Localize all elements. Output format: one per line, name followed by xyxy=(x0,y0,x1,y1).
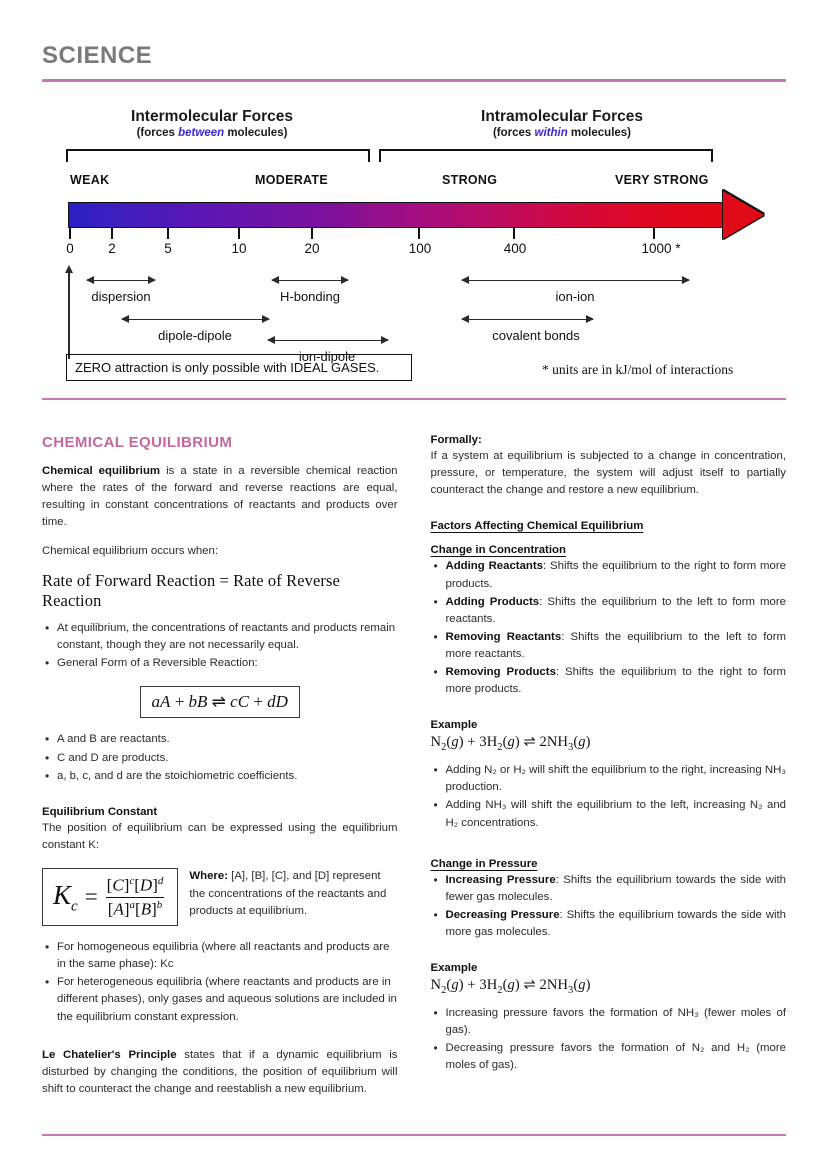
strength-label-weak: WEAK xyxy=(70,172,110,187)
units-footnote: * units are in kJ/mol of interactions xyxy=(542,361,734,377)
intermolecular-subtitle: (forces between molecules) xyxy=(136,126,288,139)
intramolecular-forces-title: Intramolecular Forces (forces within molecules) xyxy=(397,108,727,141)
range-label-dipole-dipole: dipole-dipole xyxy=(158,327,232,343)
scale-label-2: 2 xyxy=(108,240,116,256)
chemical-equilibrium-heading: CHEMICAL EQUILIBRIUM xyxy=(42,433,233,451)
list-item: • Adding N₂ or H₂ will shift the equilibrium to the right, increasing NH₃ production. xyxy=(431,762,787,796)
right-column xyxy=(431,434,787,1110)
change-in-pressure-heading: Change in Pressure xyxy=(430,857,538,870)
formally-heading: Formally: xyxy=(430,433,482,446)
bullet-rest: : Shifts the equilibrium to the right to form more products. xyxy=(445,666,786,696)
intermolecular-range-bracket xyxy=(66,149,370,162)
list-item: • For heterogeneous equilibria (where reactants and products are in different phases), only gases and aqueous solutions are included in the equilibrium constant expression. xyxy=(42,974,398,1025)
intermolecular-forces-title: Intermolecular Forces (forces between molecules) xyxy=(52,108,372,141)
general-form-equation: aA + bB ⇌ cC + dD xyxy=(140,686,300,718)
concentration-effects-list xyxy=(431,558,787,698)
scale-tick-100 xyxy=(418,228,420,239)
spacer xyxy=(431,952,787,962)
article-columns xyxy=(42,434,786,1110)
example-heading-concentration: Example xyxy=(430,719,478,732)
kc-formula-box xyxy=(42,868,178,926)
strength-label-very-strong: VERY STRONG xyxy=(615,172,709,187)
page-title: SCIENCE xyxy=(42,42,153,69)
list-item xyxy=(431,594,787,628)
range-arrow-h-bonding xyxy=(272,280,348,282)
range-label-ion-ion: ion-ion xyxy=(555,288,595,304)
scale-tick-1000 xyxy=(653,228,655,239)
list-item: • a, b, c, and d are the stoichiometric coefficients. xyxy=(42,768,398,785)
spacer xyxy=(431,843,787,858)
list-item xyxy=(431,629,787,663)
kc-numerator: $[C]^c[D]^d$ xyxy=(106,875,164,896)
list-item: • For homogeneous equilibria (where all reactants and products are in the same phase): Kc xyxy=(42,939,398,973)
list-item xyxy=(431,872,787,906)
strength-label-strong: STRONG xyxy=(442,172,498,187)
scale-tick-20 xyxy=(311,228,313,239)
intramolecular-subtitle: (forces within molecules) xyxy=(492,126,632,139)
le-chatelier-paragraph xyxy=(42,1047,398,1099)
list-item: • At equilibrium, the concentrations of reactants and products remain constant, though they are not necessarily equal. xyxy=(42,620,398,654)
scale-tick-5 xyxy=(167,228,169,239)
kc-denominator: $[A]^a[B]^b$ xyxy=(107,898,163,919)
bullet-rest: : Shifts the equilibrium to the left to form more reactants. xyxy=(445,630,786,661)
spacer xyxy=(431,709,787,719)
scale-label-20: 20 xyxy=(304,240,320,256)
rate-equality-equation: Rate of Forward Reaction = Rate of Reverse Reaction xyxy=(42,571,340,611)
list-item: • Increasing pressure favors the formation of NH₃ (fewer moles of gas). xyxy=(431,1005,787,1039)
kc-symbol: $K_c$ xyxy=(53,879,78,914)
factors-heading: Factors Affecting Chemical Equilibrium xyxy=(430,520,644,533)
bullet-bold-term: Removing Products xyxy=(445,666,556,679)
equilibrium-properties-list xyxy=(42,620,398,672)
list-item: • Decreasing pressure favors the formation of N₂ and H₂ (more moles of gas). xyxy=(431,1040,787,1074)
scale-tick-2 xyxy=(111,228,113,239)
scale-label-10: 10 xyxy=(231,240,247,256)
force-strength-gradient-bar xyxy=(68,202,724,228)
bullet-rest: : Shifts the equilibrium to the right to form more products. xyxy=(445,560,786,590)
strength-label-moderate: MODERATE xyxy=(255,172,328,187)
equilibria-types-list xyxy=(42,939,398,1026)
spacer xyxy=(42,1037,398,1047)
example-heading-pressure: Example xyxy=(430,962,478,975)
scale-tick-400 xyxy=(513,228,515,239)
kc-fraction xyxy=(105,875,166,919)
where-text: [A], [B], [C], and [D] represent the concentrations of the reactants and products at equilibrium. xyxy=(189,870,387,917)
kc-formula-row xyxy=(42,868,398,926)
ideal-gases-note-box: ZERO attraction is only possible with IDEAL GASES. xyxy=(66,354,412,381)
reaction-definitions-list xyxy=(42,731,398,784)
chemical-equilibrium-intro xyxy=(42,463,398,532)
scale-label-5: 5 xyxy=(164,240,172,256)
range-arrow-dipole-dipole xyxy=(122,319,269,321)
occurs-when-text: Chemical equilibrium occurs when: xyxy=(42,544,218,557)
ammonia-equation-pressure: $N_2(g) + 3H_2(g)$ ⇌ $2NH_3(g)$ xyxy=(430,977,591,997)
list-item: • C and D are products. xyxy=(42,750,398,767)
list-item: • A and B are reactants. xyxy=(42,731,398,748)
range-arrow-ion-dipole xyxy=(268,340,388,342)
scale-tick-0 xyxy=(69,228,71,239)
list-item xyxy=(431,664,787,698)
spacer xyxy=(431,534,787,544)
spacer xyxy=(42,796,398,806)
bullet-rest: : Shifts the equilibrium towards the side with fewer gas molecules. xyxy=(445,873,786,903)
section-divider-top xyxy=(42,398,786,400)
pressure-effects-list xyxy=(431,872,787,941)
where-label: Where: xyxy=(189,870,228,883)
ammonia-equation-concentration: $N_2(g) + 3H_2(g)$ ⇌ $2NH_3(g)$ xyxy=(430,734,591,754)
list-item xyxy=(431,558,787,592)
bullet-rest: : Shifts the equilibrium towards the side with more gas molecules. xyxy=(445,908,787,939)
equilibrium-constant-heading: Equilibrium Constant xyxy=(42,805,158,818)
pressure-example-list xyxy=(431,1005,787,1074)
zero-attraction-pointer-icon xyxy=(68,271,70,359)
list-item: • General Form of a Reversible Reaction: xyxy=(42,655,398,672)
concentration-example-list xyxy=(431,762,787,831)
range-label-ion-dipole: ion-dipole xyxy=(298,348,356,364)
bullet-rest: : Shifts the equilibrium to the left to form more reactants. xyxy=(445,595,786,625)
general-form-equation-container xyxy=(42,686,398,718)
scale-label-0: 0 xyxy=(66,240,74,256)
forces-strength-diagram xyxy=(42,108,786,398)
range-label-dispersion: dispersion xyxy=(91,288,151,304)
equilibrium-constant-text: The position of equilibrium can be expressed using the equilibrium constant K: xyxy=(42,821,398,852)
gradient-arrowhead-icon xyxy=(723,191,764,239)
spacer xyxy=(431,510,787,520)
equals-sign: = xyxy=(84,884,98,910)
intro-rest: is a state in a reversible chemical reaction where the rates of the forward and reverse reactions are equal, resulting in constant concentrations of reactants and products over time. xyxy=(42,464,398,529)
bullet-bold-term: Adding Reactants xyxy=(445,560,544,573)
list-item: • Adding NH₃ will shift the equilibrium to the left, increasing N₂ and H₂ concentrations. xyxy=(431,797,787,831)
scale-label-400: 400 xyxy=(503,240,527,256)
range-arrow-ion-ion xyxy=(462,280,689,282)
range-label-covalent-bonds: covalent bonds xyxy=(492,327,580,343)
range-label-h-bonding: H-bonding xyxy=(280,288,340,304)
scale-label-1000: 1000 * xyxy=(641,240,681,256)
scale-label-100: 100 xyxy=(408,240,432,256)
intro-bold-term: Chemical equilibrium xyxy=(42,464,161,477)
intramolecular-range-bracket xyxy=(379,149,713,162)
left-column xyxy=(42,434,398,1110)
formally-text: If a system at equilibrium is subjected to a change in concentration, pressure, or temperature, the system will adjust itself to partially counteract the change and restore a new equilibrium. xyxy=(430,449,786,497)
le-chatelier-rest: states that if a dynamic equilibrium is disturbed by changing the conditions, the position of equilibrium will shift to counteract the change and reestablish a new equilibrium. xyxy=(42,1048,398,1096)
change-in-concentration-heading: Change in Concentration xyxy=(430,544,566,557)
list-item xyxy=(431,907,787,941)
scale-tick-10 xyxy=(238,228,240,239)
range-arrow-covalent-bonds xyxy=(462,319,593,321)
bullet-bold-term: Increasing Pressure xyxy=(445,873,556,886)
header-divider xyxy=(42,79,786,82)
bullet-bold-term: Decreasing Pressure xyxy=(445,908,560,921)
where-explanation xyxy=(189,868,397,919)
le-chatelier-bold-term: Le Chatelier's Principle xyxy=(42,1048,177,1061)
bullet-bold-term: Removing Reactants xyxy=(445,630,562,643)
bullet-bold-term: Adding Products xyxy=(445,595,540,608)
range-arrow-dispersion xyxy=(87,280,155,282)
section-divider-bottom xyxy=(42,1134,786,1136)
